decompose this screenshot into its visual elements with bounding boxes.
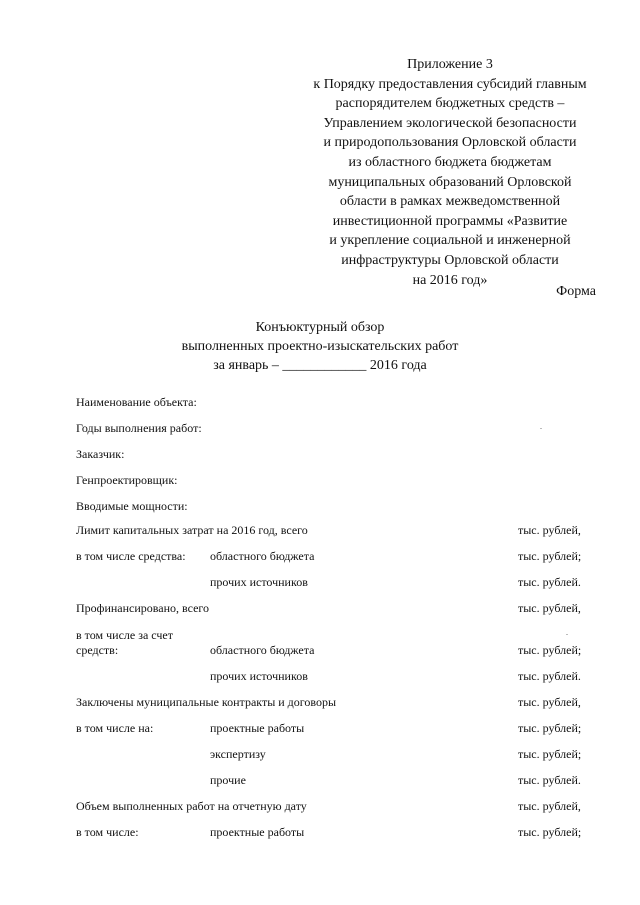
row-middle: прочие bbox=[210, 773, 246, 787]
row-unit: тыс. рублей. bbox=[518, 773, 581, 787]
appendix-line: на 2016 год» bbox=[412, 272, 488, 288]
document-title bbox=[0, 318, 640, 375]
row-label: в том числе средства: bbox=[76, 549, 186, 563]
scan-speck bbox=[540, 428, 542, 429]
row-unit: тыс. рублей; bbox=[518, 721, 582, 735]
appendix-line: Приложение 3 bbox=[407, 57, 493, 72]
title-line-2: выполненных проектно-изыскательских работ bbox=[181, 339, 459, 354]
row-unit: тыс. рублей, bbox=[518, 601, 581, 615]
row-middle: областного бюджета bbox=[210, 643, 315, 657]
appendix-line: области в рамках межведомственной bbox=[339, 194, 561, 210]
row-unit: тыс. рублей. bbox=[518, 575, 581, 589]
row-label: Лимит капитальных затрат на 2016 год, всего bbox=[76, 523, 308, 537]
row-unit: тыс. рублей, bbox=[518, 695, 581, 709]
appendix-line: Управлением экологической безопасности bbox=[323, 115, 577, 131]
row-middle: прочих источников bbox=[210, 669, 308, 683]
row-label: в том числе на: bbox=[76, 721, 154, 735]
appendix-line: инфраструктуры Орловской области bbox=[341, 252, 559, 268]
row-unit: тыс. рублей; bbox=[518, 747, 582, 761]
title-line-1: Конъюктурный обзор bbox=[255, 320, 385, 335]
appendix-line: из областного бюджета бюджетам bbox=[348, 154, 552, 170]
field-general-designer: Генпроектировщик: bbox=[76, 473, 178, 487]
row-label: Объем выполненных работ на отчетную дату bbox=[76, 799, 307, 813]
row-middle: проектные работы bbox=[210, 721, 305, 735]
row-unit: тыс. рублей, bbox=[518, 523, 581, 537]
appendix-header bbox=[270, 55, 630, 290]
row-middle: областного бюджета bbox=[210, 549, 315, 563]
row-middle: проектные работы bbox=[210, 825, 305, 839]
appendix-line: муниципальных образований Орловской bbox=[328, 174, 572, 190]
scan-speck bbox=[566, 634, 568, 635]
row-unit: тыс. рублей. bbox=[518, 669, 581, 683]
field-capacities: Вводимые мощности: bbox=[76, 499, 188, 513]
appendix-line: и укрепление социальной и инженерной bbox=[329, 233, 571, 249]
field-customer: Заказчик: bbox=[76, 447, 125, 461]
field-years: Годы выполнения работ: bbox=[76, 421, 202, 435]
row-label: Профинансировано, всего bbox=[76, 601, 210, 615]
row-label: в том числе: bbox=[76, 825, 139, 839]
row-unit: тыс. рублей, bbox=[518, 799, 581, 813]
row-unit: тыс. рублей; bbox=[518, 825, 582, 839]
row-label: в том числе за счет средств: bbox=[76, 628, 173, 657]
appendix-line: к Порядку предоставления субсидий главным bbox=[313, 76, 587, 92]
row-middle: прочих источников bbox=[210, 575, 308, 589]
appendix-line: инвестиционной программы «Развитие bbox=[332, 213, 568, 229]
appendix-line: и природопользования Орловской области bbox=[323, 135, 577, 151]
form-label: Форма bbox=[556, 284, 596, 299]
row-label: Заключены муниципальные контракты и договоры bbox=[76, 695, 337, 709]
row-unit: тыс. рублей; bbox=[518, 549, 582, 563]
row-unit: тыс. рублей; bbox=[518, 643, 582, 657]
field-object-name: Наименование объекта: bbox=[76, 395, 197, 409]
title-line-3: за январь – ____________ 2016 года bbox=[213, 358, 427, 373]
appendix-line: распорядителем бюджетных средств – bbox=[335, 96, 565, 112]
row-middle: экспертизу bbox=[210, 747, 266, 761]
